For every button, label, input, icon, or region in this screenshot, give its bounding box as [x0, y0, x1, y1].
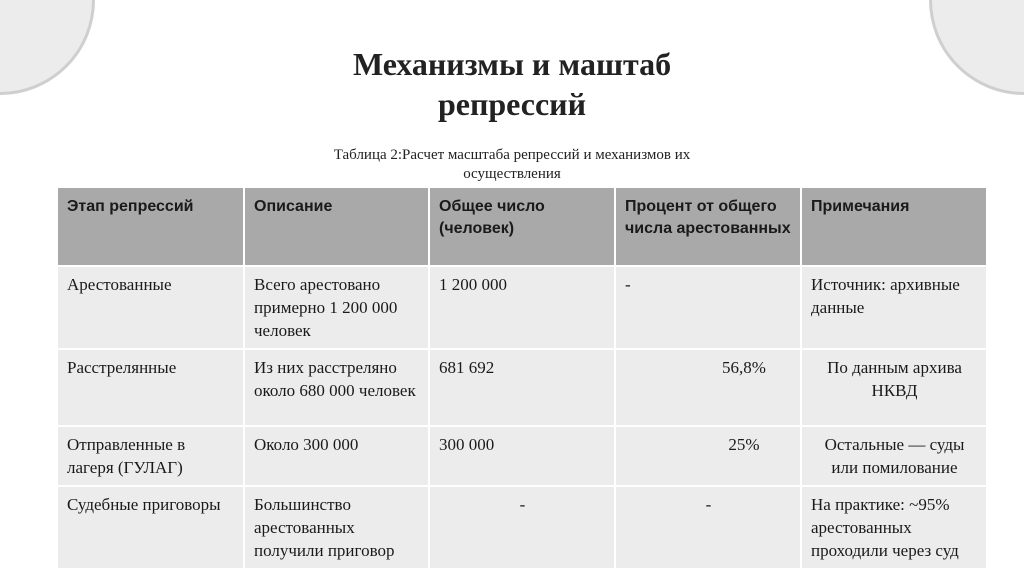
cell-description: Из них расстреляно около 680 000 человек [244, 349, 429, 426]
table-caption-line-1: Таблица 2:Расчет масштаба репрессий и механизмов их [333, 147, 691, 163]
table-caption-line-2: осуществления [463, 166, 561, 182]
table-body [58, 266, 986, 569]
table-row [58, 426, 986, 486]
cell-description: Всего арестовано примерно 1 200 000 человек [244, 266, 429, 349]
slide-title [0, 44, 1024, 124]
cell-percent: - [615, 266, 801, 349]
cell-total: 300 000 [429, 426, 615, 486]
cell-notes: По данным архива НКВД [801, 349, 986, 426]
table-header [58, 188, 986, 266]
cell-notes: На практике: ~95% арестованных проходили через суд [801, 486, 986, 569]
slide-title-line-1: Механизмы и маштаб [352, 46, 672, 82]
header-stage: Этап репрессий [58, 188, 244, 266]
cell-description: Около 300 000 [244, 426, 429, 486]
cell-total: 1 200 000 [429, 266, 615, 349]
cell-stage: Отправленные в лагеря (ГУЛАГ) [58, 426, 244, 486]
table-row [58, 266, 986, 349]
header-description: Описание [244, 188, 429, 266]
table-header-row [58, 188, 986, 266]
cell-description: Большинство арестованных получили приговор [244, 486, 429, 569]
cell-notes: Источник: архивные данные [801, 266, 986, 349]
header-percent: Процент от общего числа арестованных [615, 188, 801, 266]
table-row [58, 486, 986, 569]
slide-title-line-2: репрессий [437, 86, 587, 122]
cell-stage: Арестованные [58, 266, 244, 349]
repression-table [58, 188, 986, 570]
header-total: Общее число (человек) [429, 188, 615, 266]
cell-percent: 25% [615, 426, 801, 486]
cell-total: 681 692 [429, 349, 615, 426]
cell-stage: Расстрелянные [58, 349, 244, 426]
table-row [58, 349, 986, 426]
cell-percent: - [615, 486, 801, 569]
cell-notes: Остальные — суды или помилование [801, 426, 986, 486]
cell-total: - [429, 486, 615, 569]
cell-stage: Судебные приговоры [58, 486, 244, 569]
cell-percent: 56,8% [615, 349, 801, 426]
table-caption [0, 146, 1024, 184]
header-notes: Примечания [801, 188, 986, 266]
